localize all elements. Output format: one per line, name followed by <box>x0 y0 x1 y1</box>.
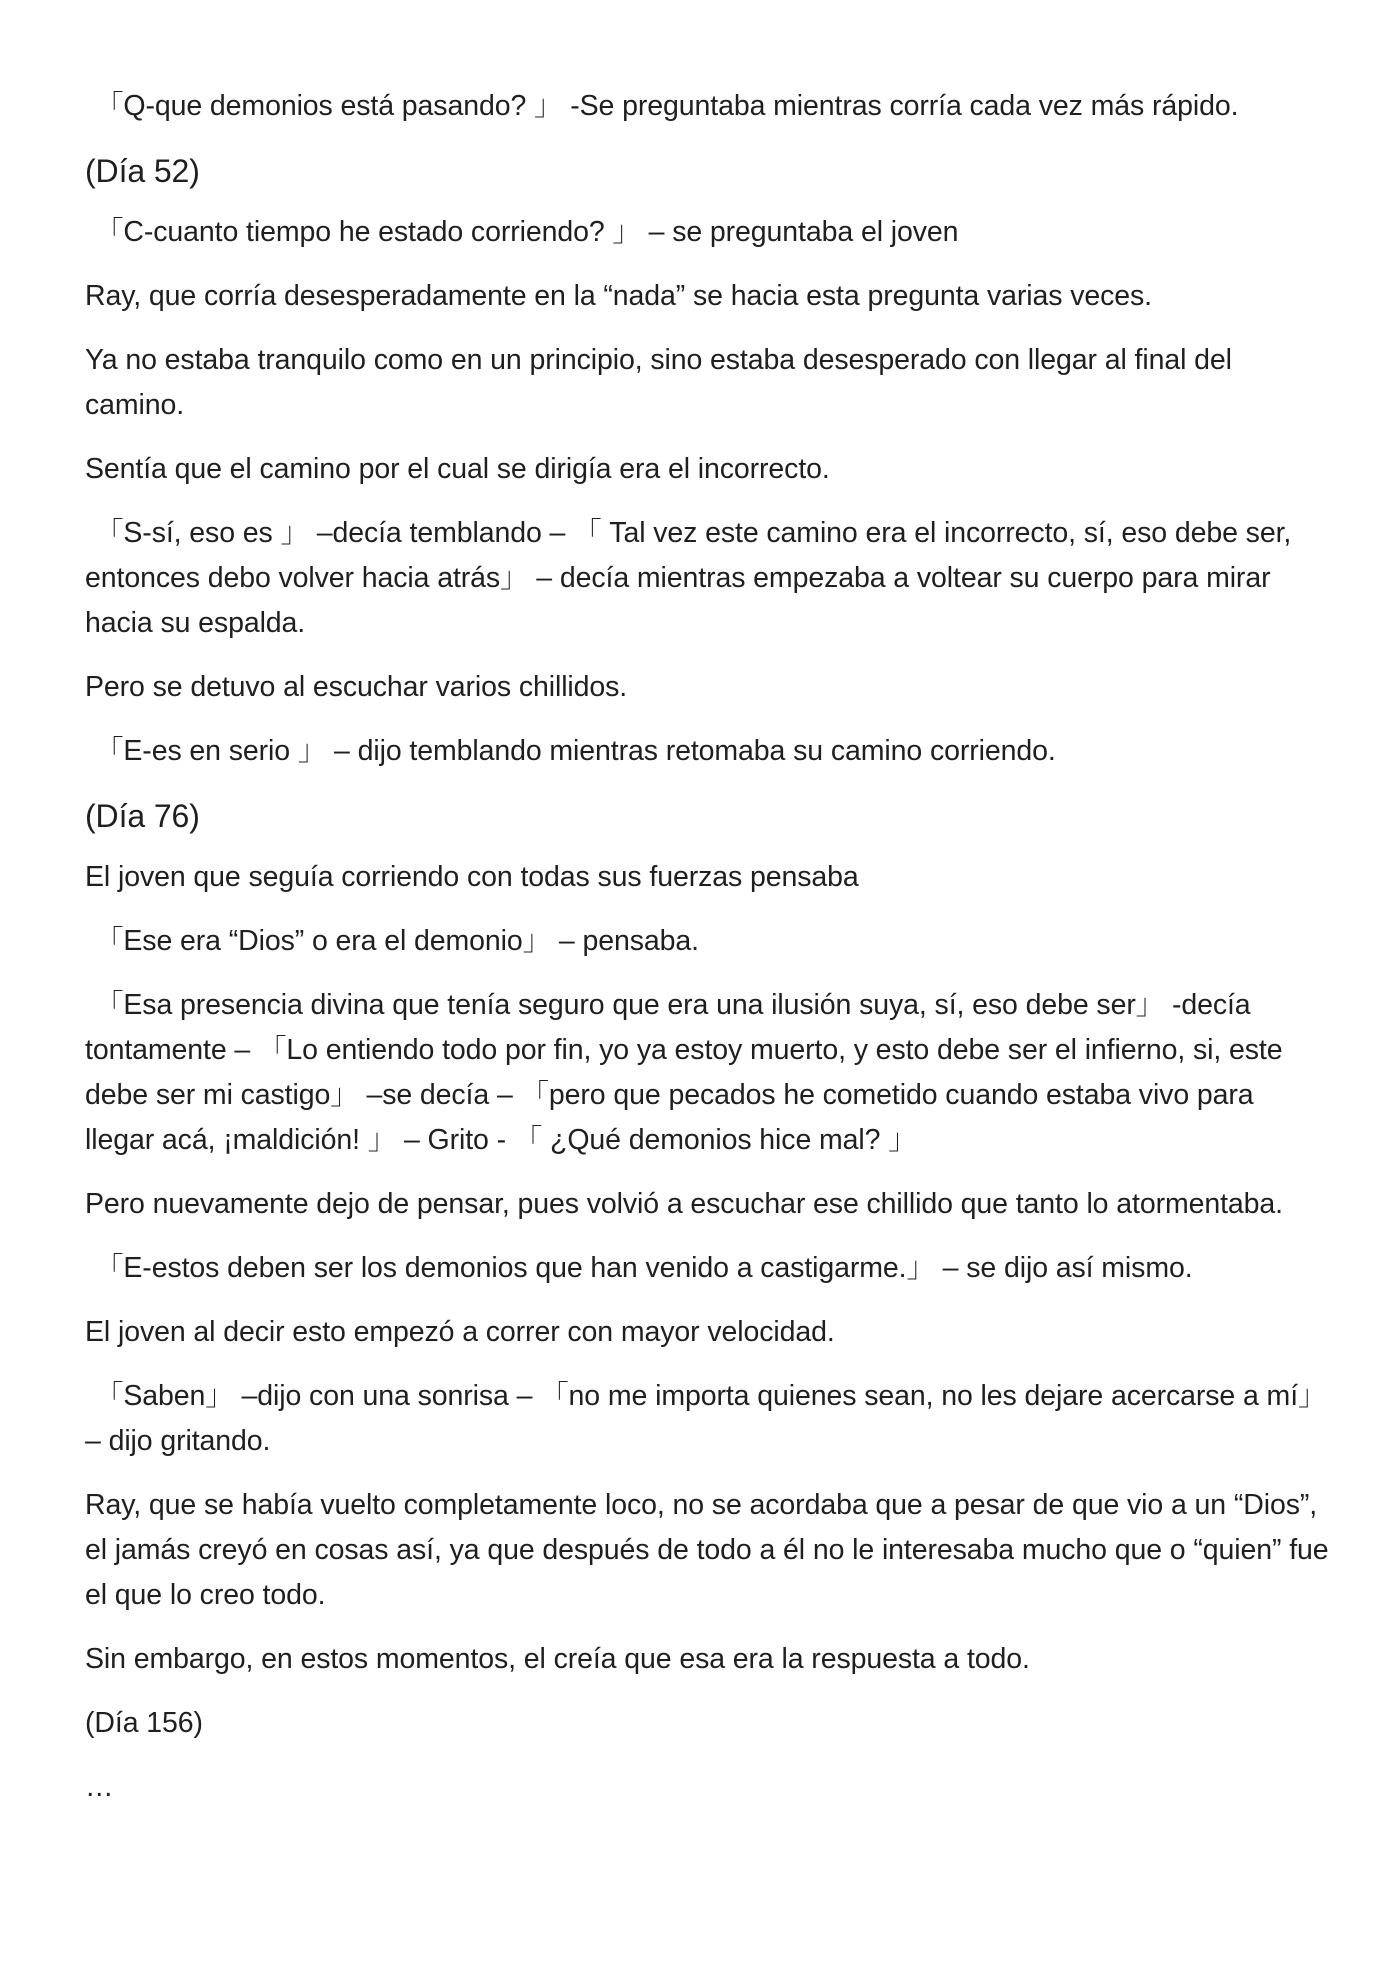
day-heading-156: (Día 156) <box>85 1707 203 1739</box>
day-heading-52: (Día 52) <box>85 153 200 189</box>
paragraph-11: El joven que seguía corriendo con todas sus fuerzas pensaba <box>85 861 859 893</box>
paragraph-8: Pero se detuvo al escuchar varios chillidos. <box>85 671 628 703</box>
paragraph-1: 「Q-que demonios está pasando? 」 -Se preguntaba mientras corría cada vez más rápido. <box>95 90 1239 122</box>
paragraph-19: Sin embargo, en estos momentos, el creía que esa era la respuesta a todo. <box>85 1643 1030 1675</box>
paragraph-12: 「Ese era “Dios” o era el demonio」 – pensaba. <box>95 925 699 957</box>
paragraph-6: Sentía que el camino por el cual se dirigía era el incorrecto. <box>85 453 830 485</box>
day-heading-76: (Día 76) <box>85 798 200 834</box>
paragraph-9: 「E-es en serio 」 – dijo temblando mientras retomaba su camino corriendo. <box>95 735 1056 767</box>
paragraph-7: 「S-sí, eso es 」 –decía temblando – 「 Tal vez este camino era el incorrecto, sí, eso debe ser, entonces debo volver hacia atrás」 – decía mientras empezaba a voltear su cuerpo para mirar hacia su espalda. <box>85 517 1292 639</box>
paragraph-14: Pero nuevamente dejo de pensar, pues volvió a escuchar ese chillido que tanto lo atormentaba. <box>85 1188 1283 1220</box>
paragraph-3: 「C-cuanto tiempo he estado corriendo? 」 – se preguntaba el joven <box>95 216 959 248</box>
paragraph-17: 「Saben」 –dijo con una sonrisa – 「no me importa quienes sean, no les dejare acercarse a mí」 – dijo gritando. <box>85 1380 1327 1457</box>
paragraph-15: 「E-estos deben ser los demonios que han venido a castigarme.」 – se dijo así mismo. <box>95 1252 1193 1284</box>
paragraph-5: Ya no estaba tranquilo como en un principio, sino estaba desesperado con llegar al final del camino. <box>85 344 1232 421</box>
paragraph-4: Ray, que corría desesperadamente en la “nada” se hacia esta pregunta varias veces. <box>85 280 1152 312</box>
paragraph-18: Ray, que se había vuelto completamente loco, no se acordaba que a pesar de que vio a un “Dios”, el jamás creyó en cosas así, ya que después de todo a él no le interesaba mucho que o “quien” fue el que lo creo todo. <box>85 1489 1329 1611</box>
paragraph-16: El joven al decir esto empezó a correr con mayor velocidad. <box>85 1316 835 1348</box>
ellipsis: … <box>85 1771 114 1803</box>
document-page <box>85 84 1330 1829</box>
paragraph-13: 「Esa presencia divina que tenía seguro que era una ilusión suya, sí, eso debe ser」 -decía tontamente – 「Lo entiendo todo por fin, yo ya estoy muerto, y esto debe ser el infierno, si, este debe ser mi castigo」 –se decía – 「pero que pecados he cometido cuando estaba vivo para llegar acá, ¡maldición! 」 – Grito - 「 ¿Qué demonios hice mal? 」 <box>85 989 1283 1156</box>
